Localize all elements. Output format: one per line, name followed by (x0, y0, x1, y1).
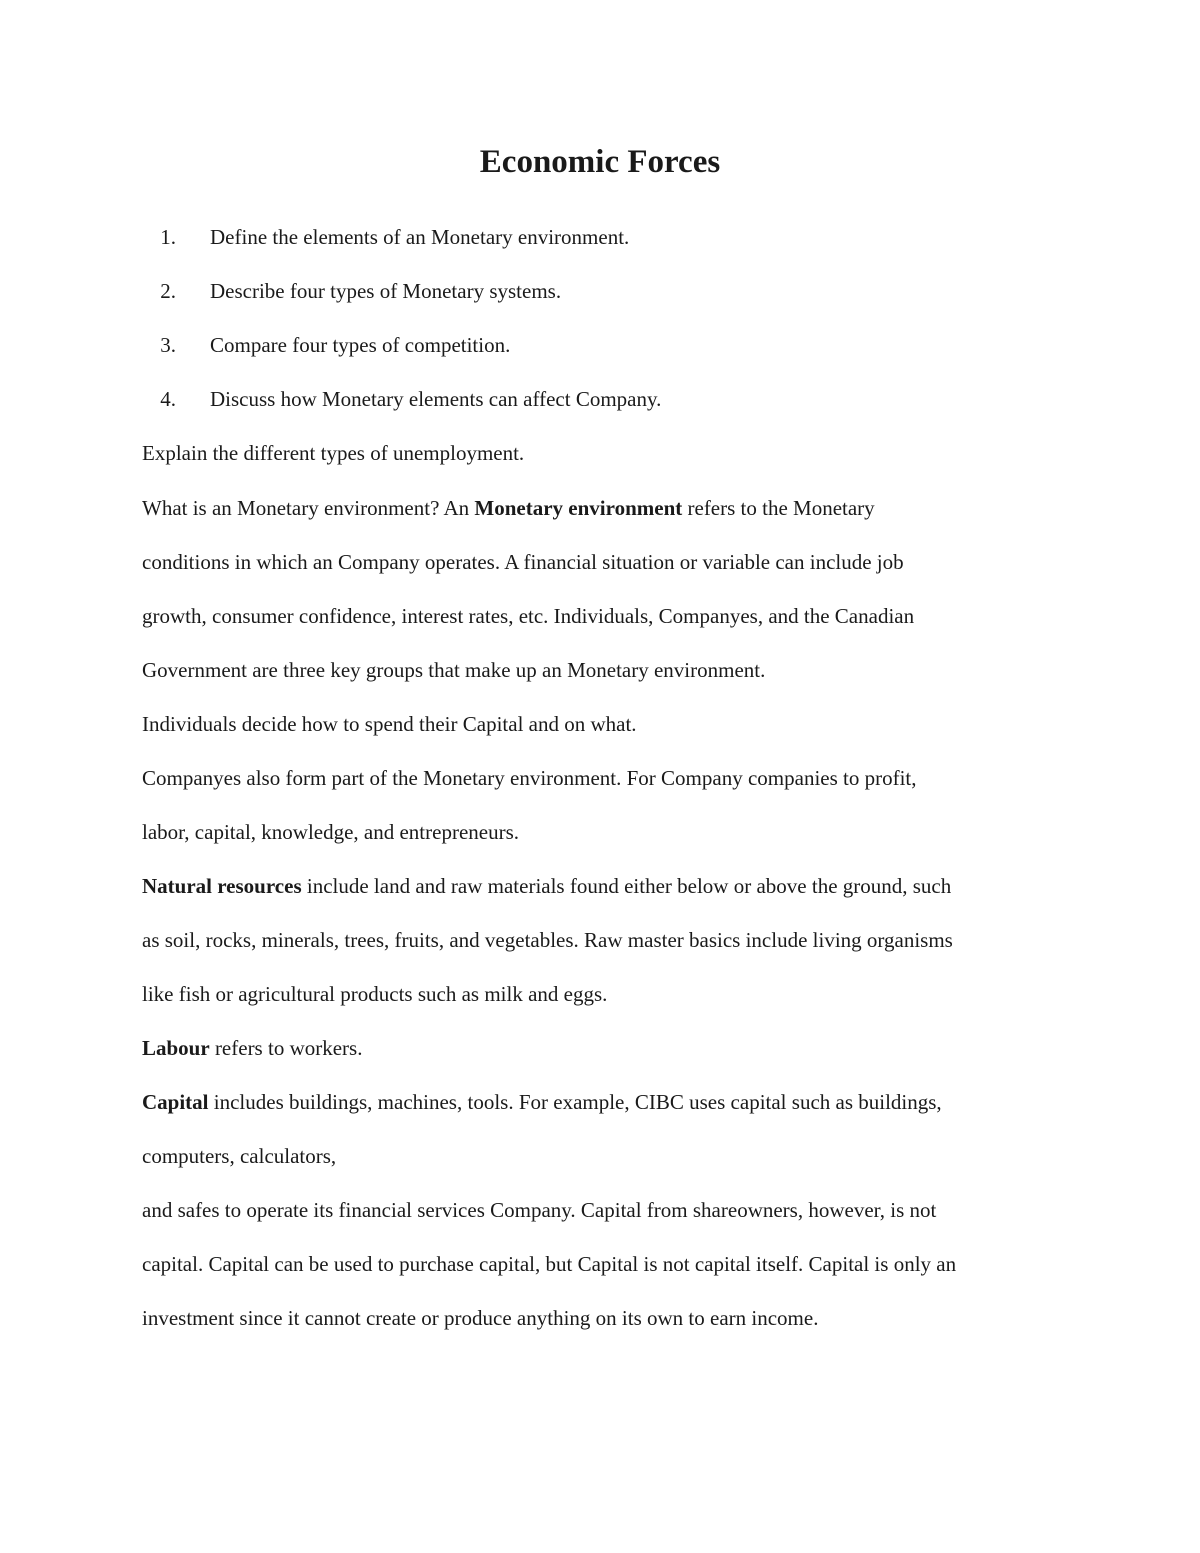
objectives-list (142, 219, 661, 435)
list-item-text: Discuss how Monetary elements can affect Company. (210, 387, 662, 411)
para-environment-line-1 (142, 490, 875, 526)
list-item-number: 1. (160, 225, 176, 249)
para-capital-line-5: investment since it cannot create or produce anything on its own to earn income. (142, 1306, 819, 1330)
bold-term-monetary-environment: Monetary environment (474, 496, 683, 520)
para-companyes-line-1: Companyes also form part of the Monetary environment. For Company companies to profit, (142, 766, 917, 790)
bold-term-labour: Labour (142, 1036, 210, 1060)
text-run: refers to the Monetary (682, 496, 875, 520)
list-item-text: Compare four types of competition. (210, 333, 511, 357)
para-capital-line-4: capital. Capital can be used to purchase capital, but Capital is not capital itself. Capital is only an (142, 1252, 957, 1276)
list-item (142, 273, 661, 327)
individuals-line: Individuals decide how to spend their Capital and on what. (142, 712, 637, 736)
para-labour-line (142, 1030, 362, 1066)
text-run: include land and raw materials found either below or above the ground, such (301, 874, 952, 898)
para-environment-line-4: Government are three key groups that make up an Monetary environment. (142, 658, 766, 682)
para-natural-line-2: as soil, rocks, minerals, trees, fruits, and vegetables. Raw master basics include living organisms (142, 928, 953, 952)
para-companyes-line-2: labor, capital, knowledge, and entrepreneurs. (142, 820, 520, 844)
para-natural-line-3: like fish or agricultural products such as milk and eggs. (142, 982, 608, 1006)
para-capital-line-3: and safes to operate its financial services Company. Capital from shareowners, however, is not (142, 1198, 937, 1222)
text-run: What is an Monetary environment? An (142, 496, 475, 520)
page-title: Economic Forces (479, 144, 721, 180)
text-run: includes buildings, machines, tools. For example, CIBC uses capital such as buildings, (208, 1090, 942, 1114)
list-item-number: 2. (160, 279, 176, 303)
list-item (142, 381, 661, 435)
para-capital-line-1 (142, 1084, 942, 1120)
explain-line: Explain the different types of unemployment. (142, 441, 525, 465)
list-item-number: 4. (160, 387, 176, 411)
list-item (142, 219, 661, 273)
list-item (142, 327, 661, 381)
list-item-number: 3. (160, 333, 176, 357)
para-environment-line-3: growth, consumer confidence, interest rates, etc. Individuals, Companyes, and the Canadian (142, 604, 915, 628)
bold-term-natural-resources: Natural resources (142, 874, 302, 898)
list-item-text: Define the elements of an Monetary environment. (210, 225, 630, 249)
text-run: refers to workers. (209, 1036, 363, 1060)
para-capital-line-2: computers, calculators, (142, 1144, 337, 1168)
list-item-text: Describe four types of Monetary systems. (210, 279, 562, 303)
para-natural-line-1 (142, 868, 951, 904)
para-environment-line-2: conditions in which an Company operates. A financial situation or variable can include job (142, 550, 904, 574)
bold-term-capital: Capital (142, 1090, 209, 1114)
